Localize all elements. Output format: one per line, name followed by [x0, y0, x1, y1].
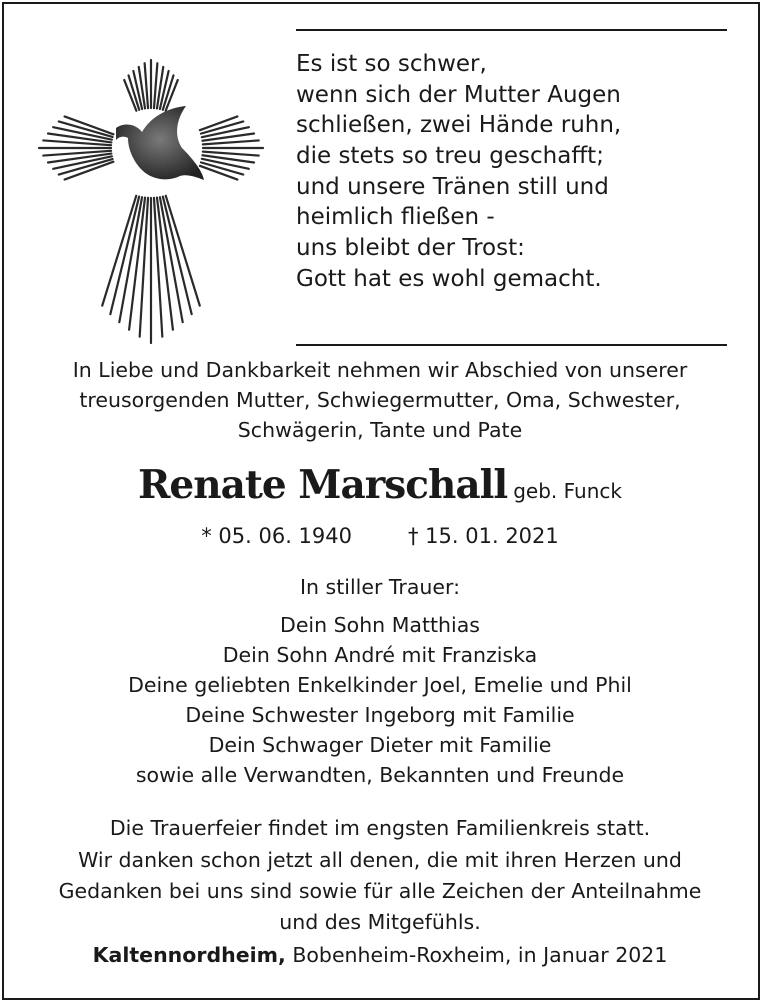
poem-line: Gott hat es wohl gemacht.: [296, 265, 602, 292]
birth-name: geb. Funck: [513, 479, 622, 503]
poem-line: Es ist so schwer,: [296, 51, 487, 77]
farewell-intro: [0, 355, 760, 445]
mourner-line: Dein Schwager Dieter mit Familie: [208, 733, 552, 757]
place-primary: Kaltennordheim,: [92, 943, 286, 967]
dove-icon: [116, 106, 204, 180]
mourners-list: [0, 610, 760, 790]
mourner-line: Dein Sohn André mit Franziska: [222, 643, 538, 667]
poem-line: schließen, zwei Hände ruhn,: [296, 112, 622, 139]
mourner-line: sowie alle Verwandten, Bekannten und Freunde: [135, 763, 625, 787]
deceased-name: Renate Marschall: [138, 462, 508, 508]
thanks-line: Gedanken bei uns sind sowie für alle Zeichen der Anteilnahme: [58, 879, 702, 903]
birth-date: * 05. 06. 1940: [201, 524, 352, 548]
funeral-notice: Die Trauerfeier findet im engsten Familienkreis statt.: [109, 816, 651, 840]
poem-line: uns bleibt der Trost:: [296, 235, 525, 262]
intro-line: treusorgenden Mutter, Schwiegermutter, Oma, Schwester,: [79, 388, 681, 412]
thanks-line: Wir danken schon jetzt all denen, die mit ihren Herzen und: [78, 848, 682, 872]
place-date-line: [0, 940, 760, 970]
intro-line: In Liebe und Dankbarkeit nehmen wir Abschied von unserer: [72, 358, 688, 382]
poem-line: die stets so treu geschafft;: [296, 143, 604, 170]
mourners-heading: In stiller Trauer:: [300, 575, 460, 599]
life-dates: [0, 519, 760, 553]
thanks-text: [0, 845, 760, 938]
mourner-line: Dein Sohn Matthias: [280, 613, 480, 637]
bottom-rule: [296, 344, 727, 346]
cross-with-dove-icon: [36, 30, 266, 346]
mourner-line: Deine geliebten Enkelkinder Joel, Emelie und Phil: [128, 673, 632, 697]
poem-line: und unsere Tränen still und: [296, 173, 609, 200]
poem-line: wenn sich der Mutter Augen: [296, 81, 621, 108]
intro-line: Schwägerin, Tante und Pate: [237, 418, 523, 442]
mourner-line: Deine Schwester Ingeborg mit Familie: [185, 703, 575, 727]
deceased-name-line: [0, 455, 760, 523]
poem: [296, 49, 736, 295]
top-rule: [296, 29, 727, 31]
poem-line: heimlich fließen -: [296, 204, 495, 231]
thanks-line: und des Mitgefühls.: [279, 910, 481, 934]
place-rest: Bobenheim-Roxheim, in Januar 2021: [285, 943, 668, 967]
death-date: † 15. 01. 2021: [408, 524, 559, 548]
